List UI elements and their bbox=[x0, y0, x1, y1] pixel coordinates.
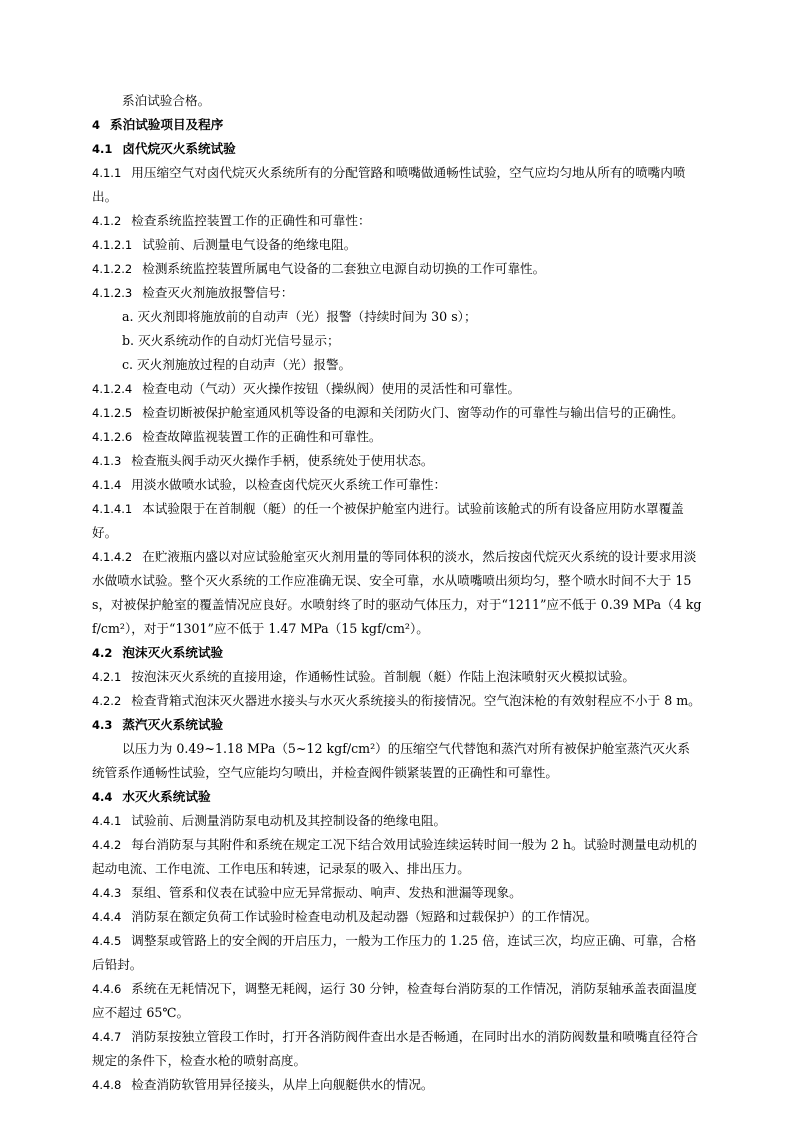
paragraph-text: 用压缩空气对卤代烷灭火系统所有的分配管路和喷嘴做通畅性试验，空气应均匀地从所有的喷嘴内喷出。 bbox=[92, 165, 686, 204]
paragraph bbox=[92, 401, 702, 425]
clause-number: 4 bbox=[92, 118, 101, 132]
paragraph bbox=[92, 473, 702, 497]
paragraph bbox=[92, 305, 702, 329]
clause-number: 4.4.4 bbox=[92, 910, 122, 924]
paragraph-text: 试验前、后测量电气设备的绝缘电阻。 bbox=[142, 237, 357, 252]
clause-number: 4.1.4 bbox=[92, 478, 122, 492]
paragraph bbox=[92, 665, 702, 689]
clause-number: 4.4.7 bbox=[92, 1030, 122, 1044]
paragraph bbox=[92, 737, 702, 785]
paragraph-text: 检测系统监控装置所属电气设备的二套独立电源自动切换的工作可靠性。 bbox=[142, 261, 546, 276]
clause-number: 4.4.2 bbox=[92, 838, 122, 852]
clause-number: 4.1.2 bbox=[92, 214, 122, 228]
paragraph-text: 按泡沫灭火系统的直接用途，作通畅性试验。首制舰（艇）作陆上泡沫喷射灭火模拟试验。 bbox=[131, 669, 636, 684]
paragraph bbox=[92, 497, 702, 545]
paragraph-text: 蒸汽灭火系统试验 bbox=[122, 717, 224, 732]
paragraph-text: 检查故障监视装置工作的正确性和可靠性。 bbox=[142, 429, 382, 444]
paragraph bbox=[92, 1025, 702, 1073]
paragraph-text: 消防泵在额定负荷工作试验时检查电动机及起动器（短路和过载保护）的工作情况。 bbox=[131, 909, 598, 924]
paragraph-text: 系统在无耗情况下，调整无耗阀，运行 30 分钟，检查每台消防泵的工作情况，消防泵轴承盖表面温度应不超过 65℃。 bbox=[92, 981, 697, 1020]
section-heading bbox=[92, 641, 702, 665]
paragraph-text: a. 灭火剂即将施放前的自动声（光）报警（持续时间为 30 s）； bbox=[122, 309, 477, 324]
paragraph bbox=[92, 281, 702, 305]
paragraph bbox=[92, 881, 702, 905]
document-page bbox=[92, 89, 702, 1097]
clause-number: 4.2.1 bbox=[92, 670, 122, 684]
clause-number: 4.4.1 bbox=[92, 814, 122, 828]
clause-number: 4.1.1 bbox=[92, 166, 122, 180]
paragraph bbox=[92, 809, 702, 833]
paragraph-text: c. 灭火剂施放过程的自动声（光）报警。 bbox=[122, 357, 352, 372]
paragraph-text: 检查电动（气动）灭火操作按钮（操纵阀）使用的灵活性和可靠性。 bbox=[142, 381, 521, 396]
section-heading bbox=[92, 785, 702, 809]
paragraph-text: 系泊试验合格。 bbox=[122, 93, 211, 108]
section-heading bbox=[92, 113, 702, 137]
clause-number: 4.3 bbox=[92, 718, 113, 732]
paragraph-text: 系泊试验项目及程序 bbox=[110, 117, 224, 132]
paragraph-text: 检查消防软管用异径接头，从岸上向舰艇供水的情况。 bbox=[131, 1077, 434, 1092]
clause-number: 4.1.3 bbox=[92, 454, 122, 468]
clause-number: 4.2 bbox=[92, 646, 113, 660]
paragraph-text: 检查系统监控装置工作的正确性和可靠性： bbox=[131, 213, 371, 228]
paragraph-text: 泡沫灭火系统试验 bbox=[122, 645, 224, 660]
paragraph-text: 消防泵按独立管段工作时，打开各消防阀件查出水是否畅通，在同时出水的消防阀数量和喷嘴直径符合规定的条件下，检查水枪的喷射高度。 bbox=[92, 1029, 698, 1068]
clause-number: 4.1.2.1 bbox=[92, 238, 133, 252]
paragraph bbox=[92, 545, 702, 641]
paragraph-text: 水灭火系统试验 bbox=[122, 789, 211, 804]
paragraph-text: 以压力为 0.49~1.18 MPa（5~12 kgf/cm²）的压缩空气代替饱和蒸汽对所有被保护舱室蒸汽灭火系统管系作通畅性试验，空气应能均匀喷出，并检查阀件锁紧装置的正确性和可靠性。 bbox=[92, 741, 690, 780]
paragraph bbox=[92, 425, 702, 449]
paragraph-text: 在贮液瓶内盛以对应试验舱室灭火剂用量的等同体积的淡水，然后按卤代烷灭火系统的设计要求用淡水做喷水试验。整个灭火系统的工作应准确无误、安全可靠，水从喷嘴喷出须均匀，整个喷水时间不大于 15 s，对被保护舱室的覆盖情况应良好。水喷射终了时的驱动气体压力，对于“1211”应不低于 0.39 MPa（4 kgf/cm²），对于“1301”应不低于 1.47 MPa（15 kgf/cm²）。 bbox=[92, 549, 702, 636]
paragraph-text: 检查切断被保护舱室通风机等设备的电源和关闭防火门、窗等动作的可靠性与输出信号的正确性。 bbox=[142, 405, 684, 420]
paragraph bbox=[92, 1073, 702, 1097]
paragraph bbox=[92, 233, 702, 257]
clause-number: 4.1.2.5 bbox=[92, 406, 133, 420]
paragraph-text: 检查灭火剂施放报警信号： bbox=[142, 285, 294, 300]
clause-number: 4.1 bbox=[92, 142, 113, 156]
clause-number: 4.1.2.3 bbox=[92, 286, 133, 300]
clause-number: 4.1.2.6 bbox=[92, 430, 133, 444]
paragraph-text: b. 灭火系统动作的自动灯光信号显示； bbox=[122, 333, 340, 348]
paragraph bbox=[92, 833, 702, 881]
paragraph bbox=[92, 161, 702, 209]
clause-number: 4.4.3 bbox=[92, 886, 122, 900]
clause-number: 4.1.2.2 bbox=[92, 262, 133, 276]
clause-number: 4.4.8 bbox=[92, 1078, 122, 1092]
clause-number: 4.2.2 bbox=[92, 694, 122, 708]
paragraph bbox=[92, 377, 702, 401]
paragraph-text: 检查背箱式泡沫灭火器进水接头与水灭火系统接头的衔接情况。空气泡沫枪的有效射程应不小于 8 m。 bbox=[131, 693, 701, 708]
paragraph bbox=[92, 257, 702, 281]
paragraph-text: 每台消防泵与其附件和系统在规定工况下结合效用试验连续运转时间一般为 2 h。试验时测量电动机的起动电流、工作电流、工作电压和转速，记录泵的吸入、排出压力。 bbox=[92, 837, 697, 876]
clause-number: 4.1.2.4 bbox=[92, 382, 133, 396]
paragraph bbox=[92, 977, 702, 1025]
paragraph bbox=[92, 929, 702, 977]
paragraph-text: 试验前、后测量消防泵电动机及其控制设备的绝缘电阻。 bbox=[131, 813, 447, 828]
paragraph bbox=[92, 905, 702, 929]
paragraph-text: 本试验限于在首制舰（艇）的任一个被保护舱室内进行。试验前该舱式的所有设备应用防水罩覆盖好。 bbox=[92, 501, 684, 540]
clause-number: 4.4 bbox=[92, 790, 113, 804]
paragraph bbox=[92, 329, 702, 353]
clause-number: 4.1.4.1 bbox=[92, 502, 133, 516]
section-heading bbox=[92, 137, 702, 161]
clause-number: 4.4.5 bbox=[92, 934, 122, 948]
paragraph bbox=[92, 449, 702, 473]
clause-number: 4.4.6 bbox=[92, 982, 122, 996]
paragraph-text: 检查瓶头阀手动灭火操作手柄，使系统处于使用状态。 bbox=[131, 453, 434, 468]
paragraph bbox=[92, 353, 702, 377]
paragraph-text: 卤代烷灭火系统试验 bbox=[122, 141, 236, 156]
paragraph-text: 调整泵或管路上的安全阀的开启压力，一般为工作压力的 1.25 倍，连试三次，均应正确、可靠，合格后铅封。 bbox=[92, 933, 697, 972]
clause-number: 4.1.4.2 bbox=[92, 550, 133, 564]
paragraph-text: 用淡水做喷水试验，以检查卤代烷灭火系统工作可靠性： bbox=[131, 477, 447, 492]
section-heading bbox=[92, 713, 702, 737]
paragraph bbox=[92, 89, 702, 113]
paragraph-text: 泵组、管系和仪表在试验中应无异常振动、响声、发热和泄漏等现象。 bbox=[131, 885, 522, 900]
paragraph bbox=[92, 209, 702, 233]
paragraph bbox=[92, 689, 702, 713]
